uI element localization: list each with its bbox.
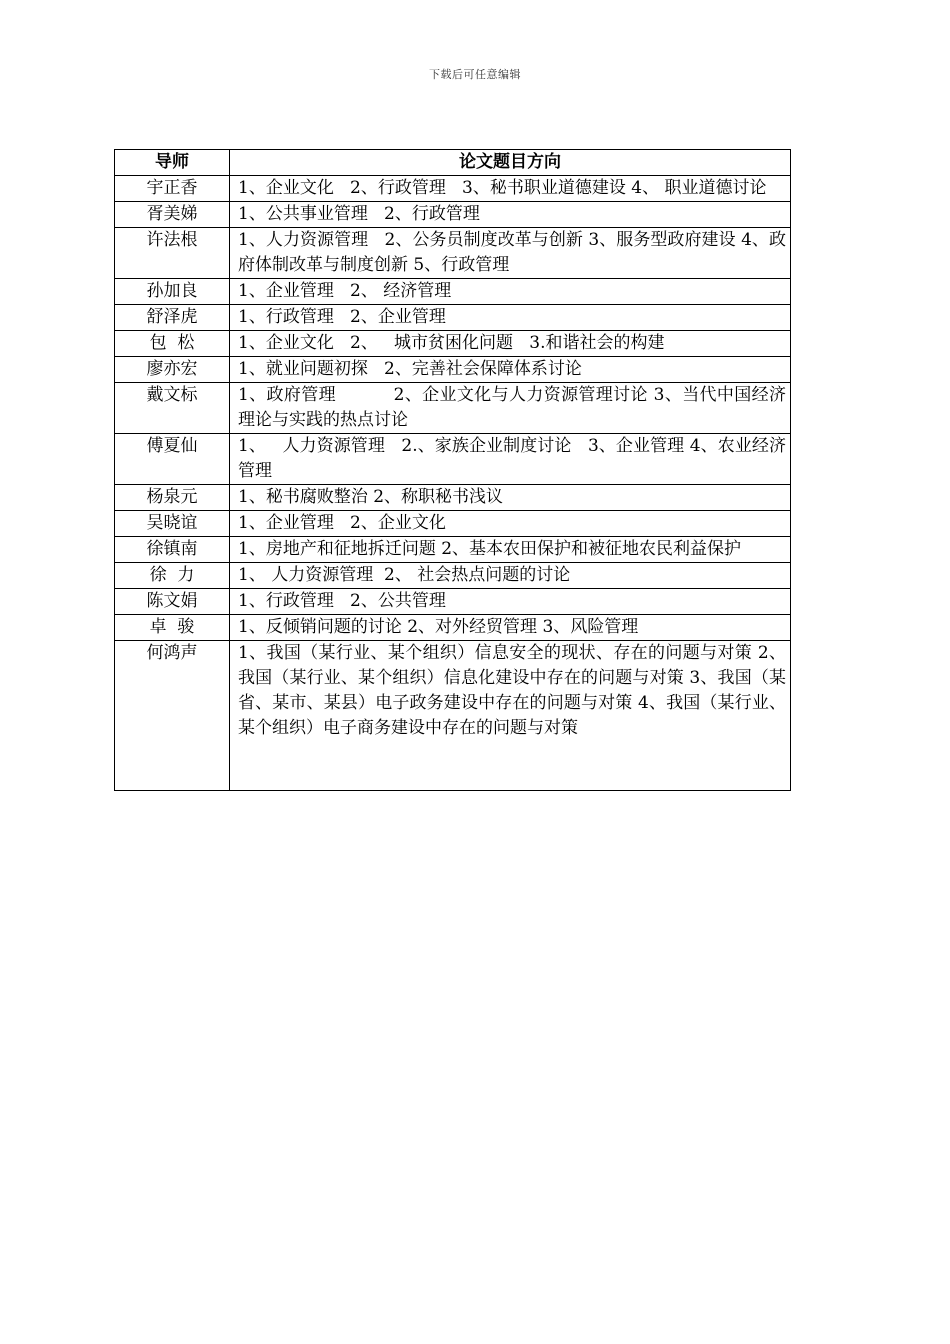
- page-header: 下载后可任意编辑: [429, 68, 521, 81]
- table-row: [115, 485, 791, 511]
- advisor-name: 何鸿声: [115, 641, 230, 791]
- table-row: [115, 202, 791, 228]
- advisor-name: 许法根: [115, 228, 230, 279]
- topic-cell: 1、行政管理 2、企业管理: [230, 305, 791, 331]
- advisor-name: 陈文娟: [115, 589, 230, 615]
- topic-cell: 1、 人力资源管理 2.、家族企业制度讨论 3、企业管理 4、农业经济管理: [230, 434, 791, 485]
- advisor-name: 廖亦宏: [115, 357, 230, 383]
- advisor-name: 孙加良: [115, 279, 230, 305]
- advisor-name: 胥美娣: [115, 202, 230, 228]
- topic-cell: 1、政府管理 2、企业文化与人力资源管理讨论 3、当代中国经济理论与实践的热点讨论: [230, 383, 791, 434]
- table-row: [115, 305, 791, 331]
- advisor-name: 卓 骏: [115, 615, 230, 641]
- topic-cell: 1、 人力资源管理 2、 社会热点问题的讨论: [230, 563, 791, 589]
- column-header-advisor: 导师: [115, 150, 230, 176]
- topic-cell: 1、房地产和征地拆迁问题 2、基本农田保护和被征地农民利益保护: [230, 537, 791, 563]
- table-row: [115, 279, 791, 305]
- table-row: [115, 537, 791, 563]
- advisor-name: 戴文标: [115, 383, 230, 434]
- table-row: [115, 331, 791, 357]
- advisor-name: 舒泽虎: [115, 305, 230, 331]
- table-row: [115, 176, 791, 202]
- table-row: [115, 357, 791, 383]
- topic-cell: 1、行政管理 2、公共管理: [230, 589, 791, 615]
- topic-cell: 1、我国（某行业、某个组织）信息安全的现状、存在的问题与对策 2、我国（某行业、某个组织）信息化建设中存在的问题与对策 3、我国（某省、某市、某县）电子政务建设中存在的问题与对策 4、我国（某行业、某个组织）电子商务建设中存在的问题与对策: [230, 641, 791, 791]
- topic-cell: 1、人力资源管理 2、公务员制度改革与创新 3、服务型政府建设 4、政府体制改革与制度创新 5、行政管理: [230, 228, 791, 279]
- advisor-name: 吴晓谊: [115, 511, 230, 537]
- table-row: [115, 228, 791, 279]
- column-header-topic: 论文题目方向: [230, 150, 791, 176]
- table-row: [115, 383, 791, 434]
- topic-cell: 1、企业管理 2、 经济管理: [230, 279, 791, 305]
- table-row: [115, 511, 791, 537]
- topic-cell: 1、企业文化 2、行政管理 3、秘书职业道德建设 4、 职业道德讨论: [230, 176, 791, 202]
- topic-cell: 1、反倾销问题的讨论 2、对外经贸管理 3、风险管理: [230, 615, 791, 641]
- table-row: [115, 563, 791, 589]
- table-header-row: [115, 150, 791, 176]
- table-row: [115, 641, 791, 791]
- advisor-name: 宇正香: [115, 176, 230, 202]
- topic-cell: 1、就业问题初探 2、完善社会保障体系讨论: [230, 357, 791, 383]
- advisor-name: 徐 力: [115, 563, 230, 589]
- advisor-name: 杨泉元: [115, 485, 230, 511]
- advisor-name: 包 松: [115, 331, 230, 357]
- topic-cell: 1、秘书腐败整治 2、称职秘书浅议: [230, 485, 791, 511]
- table-row: [115, 615, 791, 641]
- advisor-topics-table: [114, 149, 791, 791]
- topic-cell: 1、企业管理 2、企业文化: [230, 511, 791, 537]
- advisor-name: 徐镇南: [115, 537, 230, 563]
- topic-cell: 1、企业文化 2、 城市贫困化问题 3.和谐社会的构建: [230, 331, 791, 357]
- topic-cell: 1、公共事业管理 2、行政管理: [230, 202, 791, 228]
- advisor-name: 傅夏仙: [115, 434, 230, 485]
- table-row: [115, 434, 791, 485]
- table-row: [115, 589, 791, 615]
